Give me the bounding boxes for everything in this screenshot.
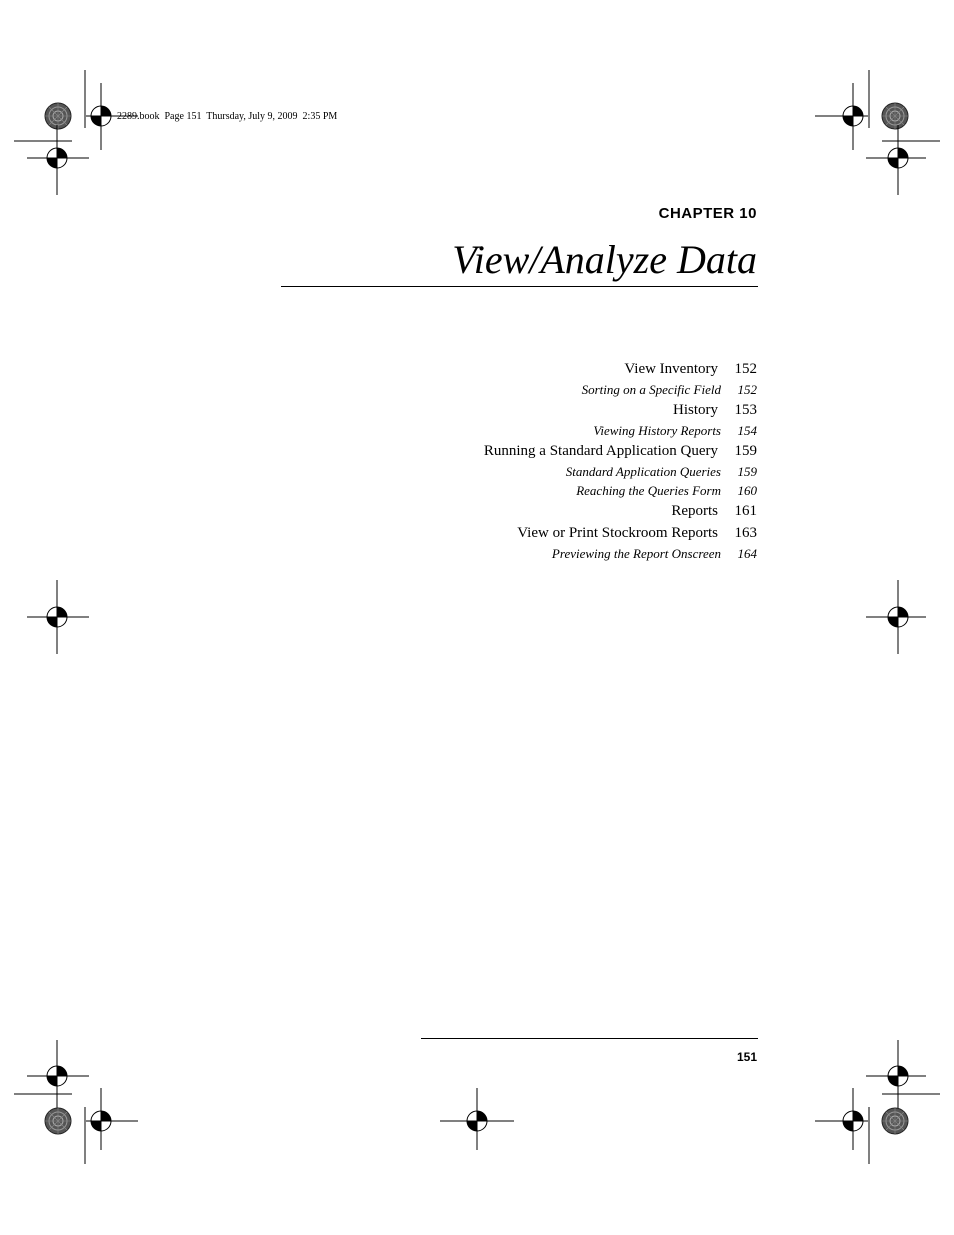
toc-entry-label: View Inventory: [624, 361, 718, 377]
toc-subentry: [257, 483, 757, 502]
toc-entry-page: 160: [737, 483, 757, 498]
toc-entry-label: Reaching the Queries Form: [576, 483, 721, 498]
toc-entry-label: History: [673, 402, 718, 418]
toc-entry-page: 163: [734, 525, 757, 541]
page-number: 151: [736, 1050, 757, 1064]
toc-entry-page: 161: [734, 503, 757, 519]
toc-entry-label: Standard Application Queries: [565, 464, 721, 479]
print-slug: 2289.book Page 151 Thursday, July 9, 2009 2:35 PM: [117, 111, 338, 122]
toc-subentry: [257, 546, 757, 565]
toc-entry-label: Running a Standard Application Query: [483, 443, 718, 459]
toc-entry-page: 153: [734, 402, 757, 418]
toc-entry: [257, 443, 757, 464]
toc-subentry: [257, 382, 757, 401]
toc-entry: [257, 402, 757, 423]
toc-entry-label: Previewing the Report Onscreen: [551, 546, 721, 561]
toc-entry-page: 164: [737, 546, 757, 561]
chapter-title: View/Analyze Data: [452, 237, 757, 282]
toc-entry-label: Sorting on a Specific Field: [581, 382, 721, 397]
footer-rule: [421, 1038, 758, 1039]
toc-entry-label: Reports: [671, 503, 718, 519]
title-rule: [281, 286, 758, 287]
toc-entry: [257, 503, 757, 524]
chapter-label: CHAPTER 10: [658, 205, 757, 222]
toc-entry: [257, 361, 757, 382]
toc-entry-page: 152: [734, 361, 757, 377]
toc-entry-label: View or Print Stockroom Reports: [517, 525, 718, 541]
toc-entry-page: 159: [734, 443, 757, 459]
toc-entry-page: 159: [737, 464, 757, 479]
toc-entry-page: 152: [737, 382, 757, 397]
toc-entry: [257, 525, 757, 546]
toc-subentry: [257, 464, 757, 483]
toc-subentry: [257, 423, 757, 442]
chapter-contents: [257, 360, 757, 565]
toc-entry-label: Viewing History Reports: [593, 423, 721, 438]
toc-entry-page: 154: [737, 423, 757, 438]
